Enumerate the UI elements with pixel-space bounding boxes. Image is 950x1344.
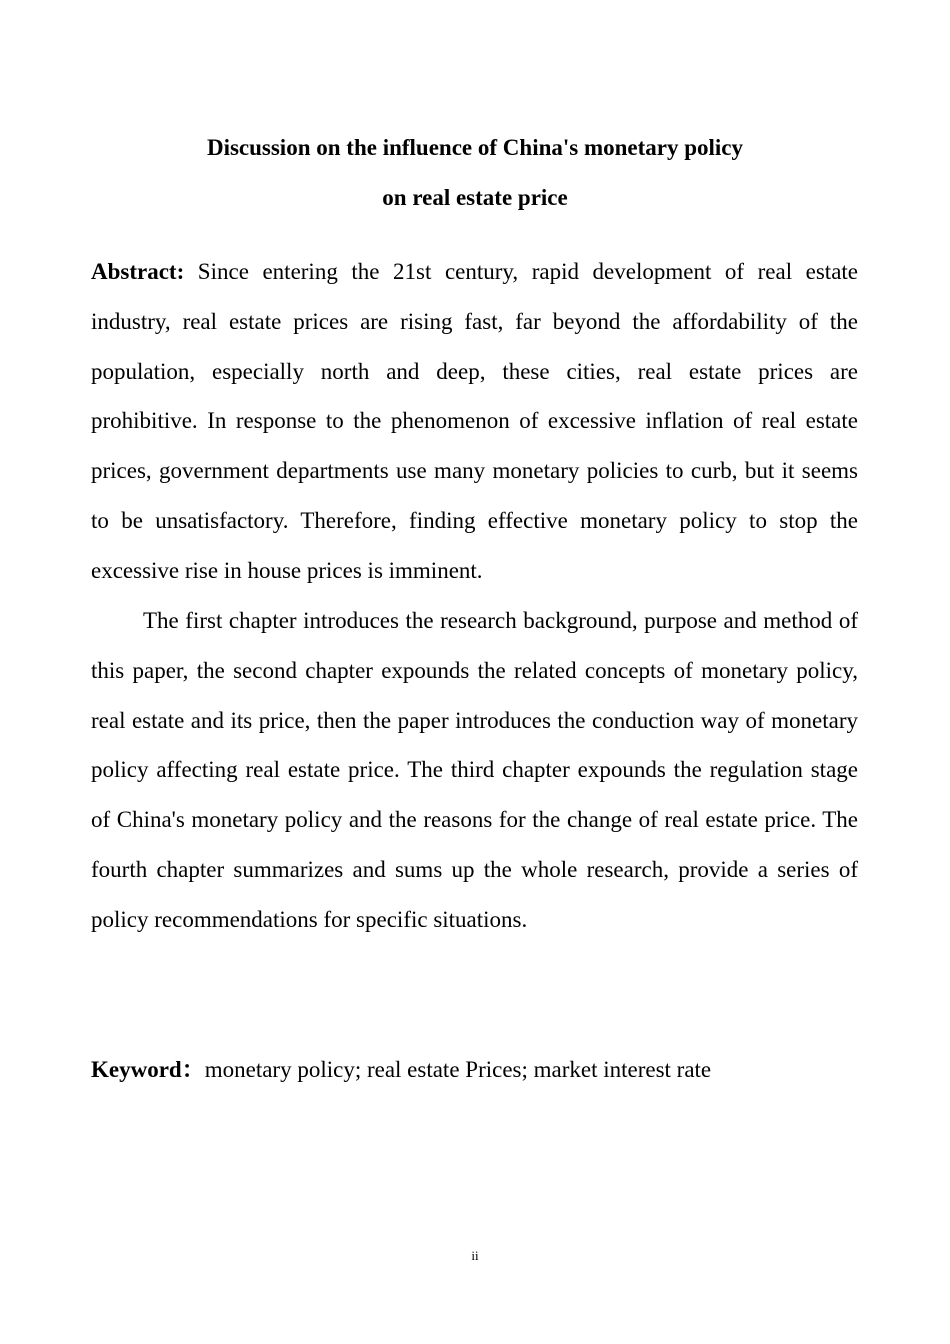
body-paragraph: The first chapter introduces the research background, purpose and method of this paper, the second chapter expounds the related concepts of monetary policy, real estate and its price, then the paper introduces the conduction way of monetary policy affecting real estate price. The third chapter expounds the regulation stage of China's monetary policy and the reasons for the change of real estate price. The fourth chapter summarizes and sums up the whole research, provide a series of policy recommendations for specific situations.: [91, 608, 858, 932]
page-number: ii: [471, 1248, 479, 1263]
title-line-2: on real estate price: [382, 185, 568, 210]
keyword-text: monetary policy; real estate Prices; market interest rate: [204, 1057, 712, 1082]
abstract-text: Since entering the 21st century, rapid development of real estate industry, real estate prices are rising fast, far beyond the affordability of the population, especially north and deep, these cities, real estate prices are prohibitive. In response to the phenomenon of excessive inflation of real estate prices, government departments use many monetary policies to curb, but it seems to be unsatisfactory. Therefore, finding effective monetary policy to stop the excessive rise in house prices is imminent.: [91, 259, 858, 583]
abstract-paragraph: [91, 247, 858, 596]
keywords-line: [91, 1055, 858, 1085]
abstract-label: Abstract:: [91, 259, 185, 284]
keyword-label: Keyword：: [91, 1057, 205, 1082]
title-line-1: Discussion on the influence of China's monetary policy: [206, 135, 744, 160]
